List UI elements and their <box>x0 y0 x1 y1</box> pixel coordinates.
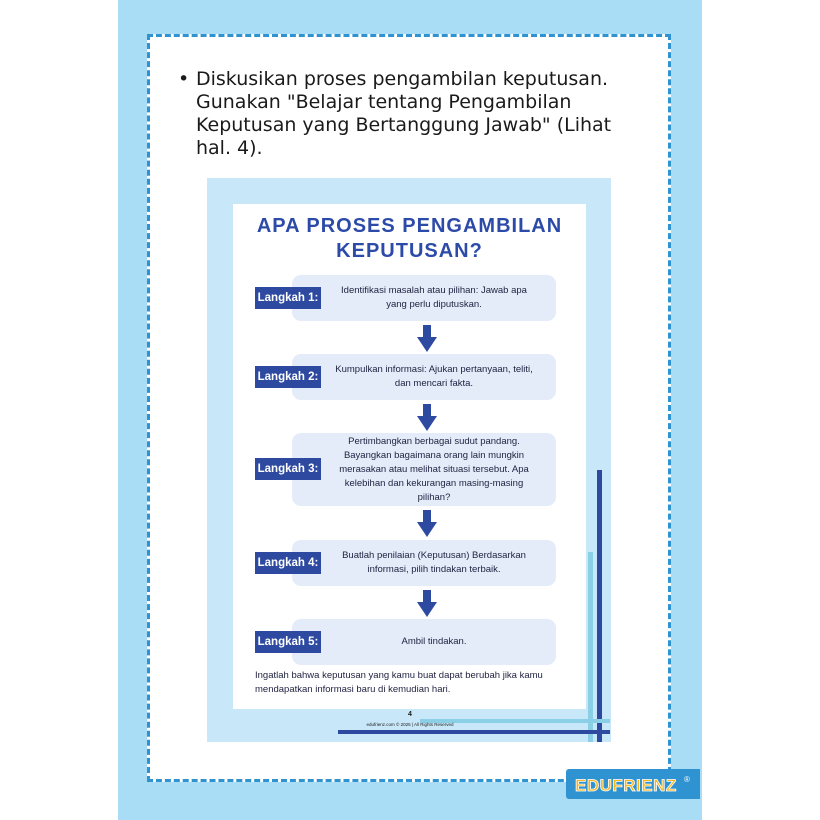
step-4-text: Buatlah penilaian (Keputusan) Berdasarkan informasi, pilih tindakan terbaik. <box>342 550 526 575</box>
step-1-text: Identifikasi masalah atau pilihan: Jawab apa yang perlu diputuskan. <box>341 285 527 310</box>
step-2-label: Langkah 2: <box>255 366 321 388</box>
page-number: 4 <box>408 711 412 718</box>
step-3-box <box>292 433 556 506</box>
step-2-box <box>292 354 556 400</box>
arrow-down-icon <box>417 510 437 537</box>
instruction-item <box>178 68 638 160</box>
step-4-box <box>292 540 556 586</box>
step-5-text: Ambil tindakan. <box>401 636 467 647</box>
decorative-vertical-line-navy <box>597 470 602 742</box>
edufrienz-logo <box>566 769 700 799</box>
step-2-text: Kumpulkan informasi: Ajukan pertanyaan, teliti, dan mencari fakta. <box>335 364 533 389</box>
logo-wordmark: EDUFRIENZ <box>575 776 677 795</box>
step-3-label: Langkah 3: <box>255 458 321 480</box>
step-1-box <box>292 275 556 321</box>
step-4-label: Langkah 4: <box>255 552 321 574</box>
step-5-label: Langkah 5: <box>255 631 321 653</box>
decorative-vertical-line-light <box>588 552 593 742</box>
edufrienz-logo-mark <box>571 771 695 797</box>
footer-copyright: edufrienz.com © 2025 | All Rights Reserved <box>366 722 454 727</box>
instruction-text: Diskusikan proses pengambilan keputusan. Gunakan "Belajar tentang Pengambilan Keputusan yang Bertanggung Jawab" (Lihat hal. 4). <box>196 68 612 159</box>
step-5-box <box>292 619 556 665</box>
worksheet-title <box>233 214 586 264</box>
decorative-horizontal-line-navy <box>338 730 610 734</box>
arrow-down-icon <box>417 590 437 617</box>
bullet-icon: • <box>178 68 190 90</box>
step-3-text: Pertimbangkan berbagai sudut pandang. Bayangkan bagaimana orang lain mungkin merasakan atau melihat situasi tersebut. Apa kelebihan dan kekurangan masing-masing pilihan? <box>339 435 529 503</box>
step-1-label: Langkah 1: <box>255 287 321 309</box>
worksheet-title-line-2: KEPUTUSAN? <box>336 240 483 262</box>
arrow-down-icon <box>417 404 437 431</box>
worksheet-note: Ingatlah bahwa keputusan yang kamu buat dapat berubah jika kamu mendapatkan informasi baru di kemudian hari. <box>255 670 543 695</box>
arrow-down-icon <box>417 325 437 352</box>
registered-mark: ® <box>684 775 690 784</box>
worksheet-title-line-1: APA PROSES PENGAMBILAN <box>256 215 563 237</box>
